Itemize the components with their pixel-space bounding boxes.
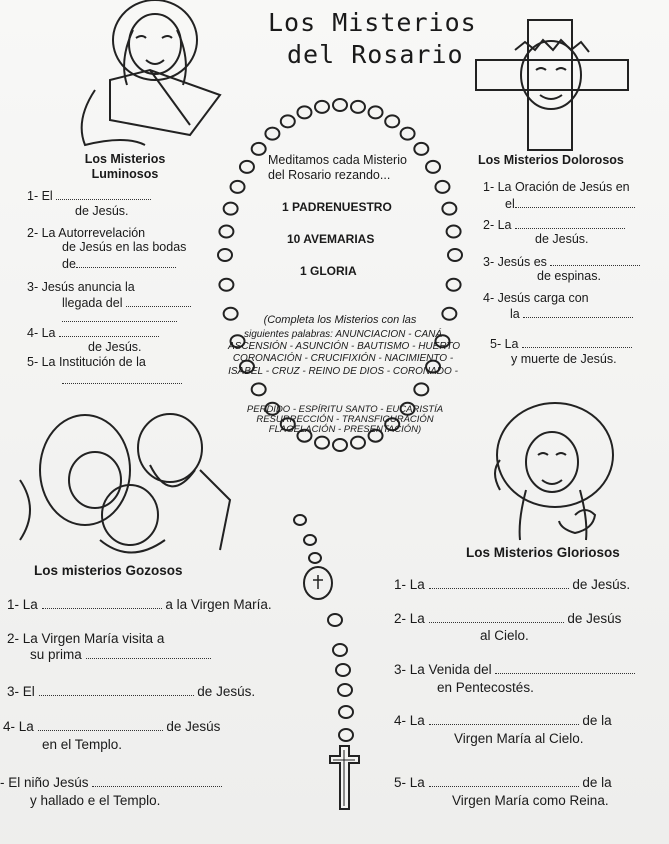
gozosos-item-5-cont: y hallado e el Templo.: [30, 793, 161, 808]
rosary-bead: [426, 161, 440, 173]
luminosos-item-2-cont2: de: [62, 256, 176, 272]
instructions-line7: RESURRECCIÓN - TRANSFIGURACIÓN: [256, 414, 434, 425]
instructions-line2: siguientes palabras: ANUNCIACION - CANÁ: [243, 329, 443, 340]
dolorosos-item-2-cont: de Jesús.: [535, 232, 589, 246]
gozosos-header: Los misterios Gozosos: [34, 563, 183, 578]
rosary-bead: [240, 161, 254, 173]
gozosos-item-3: 3- El de Jesús.: [7, 684, 256, 699]
luminosos-item-4: 4- La: [27, 325, 159, 341]
rosary-bead: [294, 515, 306, 525]
luminosos-item-5: 5- La Institución de la: [27, 355, 146, 369]
rosary-bead: [219, 279, 233, 291]
gloriosos-item-4: 4- La de la: [394, 713, 612, 728]
prayer-avemarias: 10 AVEMARIAS: [287, 232, 375, 246]
rosary-bead: [219, 226, 233, 238]
prayer-padrenuestro: 1 PADRENUESTRO: [282, 200, 392, 214]
rosary-bead: [447, 279, 461, 291]
gloriosos-item-3-cont: en Pentecostés.: [437, 680, 534, 695]
gozosos-item-2: 2- La Virgen María visita a: [7, 631, 165, 646]
rosary-bead: [401, 128, 415, 140]
jesus-with-bible-icon: [82, 0, 220, 145]
rosary-bead: [315, 101, 329, 113]
rosary-bead: [338, 684, 352, 696]
gloriosos-item-5: 5- La de la: [394, 775, 612, 790]
gozosos-item-4-cont: en el Templo.: [42, 737, 123, 752]
rosary-bead: [224, 203, 238, 215]
rosary-bead: [339, 706, 353, 718]
rosary-bead: [369, 106, 383, 118]
dolorosos-item-5-cont: y muerte de Jesús.: [511, 352, 617, 366]
luminosos-item-1-cont: de Jesús.: [75, 204, 129, 218]
dolorosos-item-1-cont: el: [505, 196, 635, 212]
luminosos-item-2: 2- La Autorrevelación: [27, 226, 146, 240]
crowned-jesus-icon: [476, 20, 628, 150]
rosary-bead: [224, 308, 238, 320]
luminosos-item-4-cont: de Jesús.: [88, 340, 142, 354]
intro-line1: Meditamos cada Misterio: [268, 153, 407, 167]
dolorosos-item-4: 4- Jesús carga con: [483, 291, 589, 305]
rosary-bead: [231, 181, 245, 193]
rosary-bead: [336, 664, 350, 676]
rosary-bead: [297, 106, 311, 118]
instructions-line5: ISABEL - CRUZ - REINO DE DIOS - CORONADO -: [228, 366, 458, 377]
rosary-bead: [304, 535, 316, 545]
rosary-bead: [435, 181, 449, 193]
rosary-bead: [414, 143, 428, 155]
gloriosos-item-1: 1- La de Jesús.: [394, 577, 631, 592]
prayer-gloria: 1 GLORIA: [300, 264, 357, 278]
instructions-line8: FLAGELACIÓN - PRESENTACIÓN): [268, 424, 422, 435]
rosary-bead: [309, 553, 321, 563]
gozosos-item-4: 4- La de Jesús: [3, 719, 221, 734]
rosary-bead: [385, 115, 399, 127]
gloriosos-header: Los Misterios Gloriosos: [466, 545, 620, 560]
dolorosos-item-3-cont: de espinas.: [537, 269, 601, 283]
rosary-bead: [315, 437, 329, 449]
holy-family-icon: [20, 414, 230, 553]
page-title-line1: Los Misterios: [268, 8, 477, 37]
instructions-line3: ASCENSIÓN - ASUNCIÓN - BAUTISMO - HUERTO: [228, 341, 461, 352]
rosary-bead: [351, 101, 365, 113]
instructions-line6: PERDIDO - ESPÍRITU SANTO - EUCARISTÍA: [246, 404, 444, 415]
rosary-bead: [351, 437, 365, 449]
luminosos-header: Los Misterios Luminosos: [84, 152, 166, 181]
dolorosos-item-5: 5- La: [490, 336, 632, 352]
rosary-bead: [333, 439, 347, 451]
rosary-bead: [442, 203, 456, 215]
rosary-bead: [414, 383, 428, 395]
luminosos-item-3: 3- Jesús anuncia la: [27, 280, 135, 294]
rosary-bead: [328, 614, 342, 626]
dolorosos-item-1: 1- La Oración de Jesús en: [483, 180, 630, 194]
gloriosos-item-2-cont: al Cielo.: [480, 628, 529, 643]
luminosos-item-5-blank: [62, 372, 182, 388]
gloriosos-item-2: 2- La de Jesús: [394, 611, 622, 626]
luminosos-item-3-cont: llegada del: [62, 295, 191, 311]
instructions-line4: CORONACIÓN - CRUCIFIXIÓN - NACIMIENTO -: [232, 353, 454, 364]
dolorosos-item-2: 2- La: [483, 217, 625, 233]
risen-jesus-icon: [495, 403, 613, 540]
rosary-bead: [281, 115, 295, 127]
rosary-bead: [333, 644, 347, 656]
rosary-bead: [447, 226, 461, 238]
rosary-bead: [252, 143, 266, 155]
luminosos-item-1: 1- El: [27, 188, 151, 204]
gloriosos-item-3: 3- La Venida del: [394, 662, 635, 678]
rosary-bead: [339, 729, 353, 741]
dolorosos-item-4-cont: la: [510, 306, 633, 322]
rosary-bead: [442, 308, 456, 320]
luminosos-item-2-cont: de Jesús en las bodas: [62, 240, 187, 254]
rosary-bead: [252, 383, 266, 395]
rosary-bead: [333, 99, 347, 111]
dolorosos-header: Los Misterios Dolorosos: [478, 153, 624, 167]
instructions-line1: (Completa los Misterios con las: [263, 314, 417, 326]
rosary-bead: [265, 128, 279, 140]
page-title-line2: del Rosario: [287, 40, 464, 69]
luminosos-blank: [62, 310, 177, 326]
gloriosos-item-5-cont: Virgen María como Reina.: [452, 793, 609, 808]
rosary-bead: [448, 249, 462, 261]
gozosos-item-1: 1- La a la Virgen María.: [7, 597, 272, 612]
gozosos-item-2-cont: su prima: [30, 647, 211, 663]
intro-line2: del Rosario rezando...: [268, 168, 391, 182]
gozosos-item-5: - El niño Jesús: [0, 775, 222, 791]
rosary-bead: [218, 249, 232, 261]
gloriosos-item-4-cont: Virgen María al Cielo.: [454, 731, 584, 746]
dolorosos-item-3: 3- Jesús es: [483, 254, 640, 270]
